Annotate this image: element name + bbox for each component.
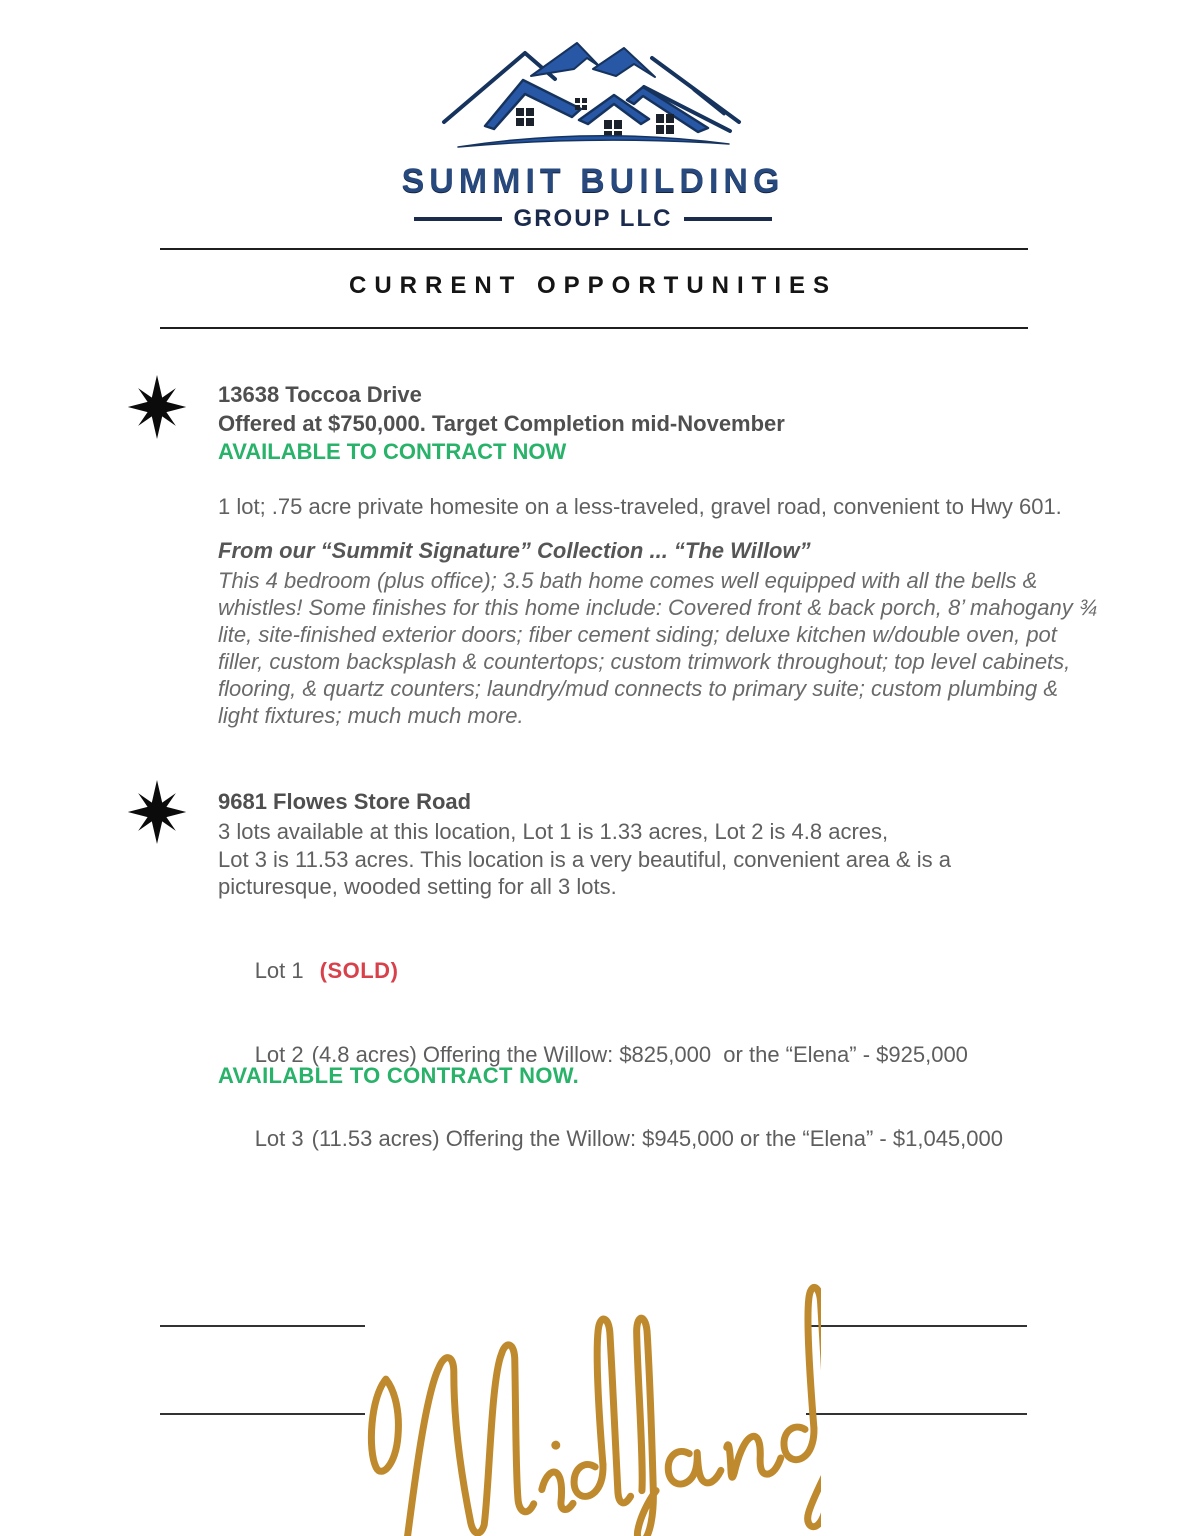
page-title: CURRENT OPPORTUNITIES xyxy=(348,272,837,299)
sparkle-star-icon xyxy=(124,779,190,845)
company-logo xyxy=(383,38,803,233)
mountain-houses-logo-icon xyxy=(428,38,758,156)
lot-row-3 xyxy=(218,1097,1003,1181)
lot3-label: Lot 3 xyxy=(254,1126,304,1151)
logo-wordmark: SUMMIT BUILDING xyxy=(401,162,785,200)
signature-text xyxy=(0,0,1,1)
listing1-heading xyxy=(218,381,785,467)
listing2-summary-line: Lot 3 is 11.53 acres. This location is a very beautiful, convenient area & is a xyxy=(218,846,951,872)
listing1-offer-line: Offered at $750,000. Target Completion mid-November xyxy=(218,410,785,436)
signature-left-line-top xyxy=(160,1325,365,1327)
listing1-summary: 1 lot; .75 acre private homesite on a less-traveled, gravel road, convenient to Hwy 601. xyxy=(218,494,1062,519)
listing1-address: 13638 Toccoa Drive xyxy=(218,382,422,407)
listing2-availability: AVAILABLE TO CONTRACT NOW. xyxy=(218,1063,580,1088)
lot3-detail: (11.53 acres) Offering the Willow: $945,000 or the “Elena” - $1,045,000 xyxy=(311,1126,1003,1151)
listing1-collection-heading: From our “Summit Signature” Collection ... “The Willow” xyxy=(218,538,811,563)
listing1-availability: AVAILABLE TO CONTRACT NOW xyxy=(218,439,567,464)
listing2-summary xyxy=(218,818,1148,901)
listing2-address: 9681 Flowes Store Road xyxy=(218,789,472,814)
listing1-description: This 4 bedroom (plus office); 3.5 bath home comes well equipped with all the bells & whistles! Some finishes for this home include: Covered front & back porch, 8’ mahogany ¾ lite, site-finished exterior doors; fiber cement siding; deluxe kitchen w/double oven, pot filler, custom backsplash & countertops; custom trimwork throughout; top level cabinets, flooring, & quartz counters; laundry/mud connects to primary suite; custom plumbing & light fixtures; much much more. xyxy=(218,568,1098,728)
lot2-detail: (4.8 acres) Offering the Willow: $825,000 or the “Elena” - $925,000 xyxy=(311,1042,968,1067)
logo-left-line xyxy=(414,217,502,221)
listing2-summary-line: picturesque, wooded setting for all 3 lots. xyxy=(218,874,617,899)
title-bottom-rule xyxy=(160,327,1028,329)
logo-subname: GROUP LLC xyxy=(513,205,673,232)
title-top-rule xyxy=(160,248,1028,250)
signature-left-line-bottom xyxy=(160,1413,365,1415)
lot1-label: Lot 1 xyxy=(254,958,304,983)
signature-right-line-top xyxy=(806,1325,1027,1327)
lot1-sold-status: (SOLD) xyxy=(319,958,399,983)
listing2-summary-line: 3 lots available at this location, Lot 1 is 1.33 acres, Lot 2 is 4.8 acres, xyxy=(218,819,889,844)
logo-right-line xyxy=(684,217,772,221)
lot-row-1 xyxy=(218,929,1003,1013)
logo-subrow xyxy=(414,205,773,233)
sparkle-star-icon xyxy=(124,374,190,440)
signature-right-line-bottom xyxy=(806,1413,1027,1415)
listing2-lots xyxy=(218,929,1003,1181)
midland-signature xyxy=(366,1250,821,1536)
lot2-label: Lot 2 xyxy=(254,1042,304,1067)
